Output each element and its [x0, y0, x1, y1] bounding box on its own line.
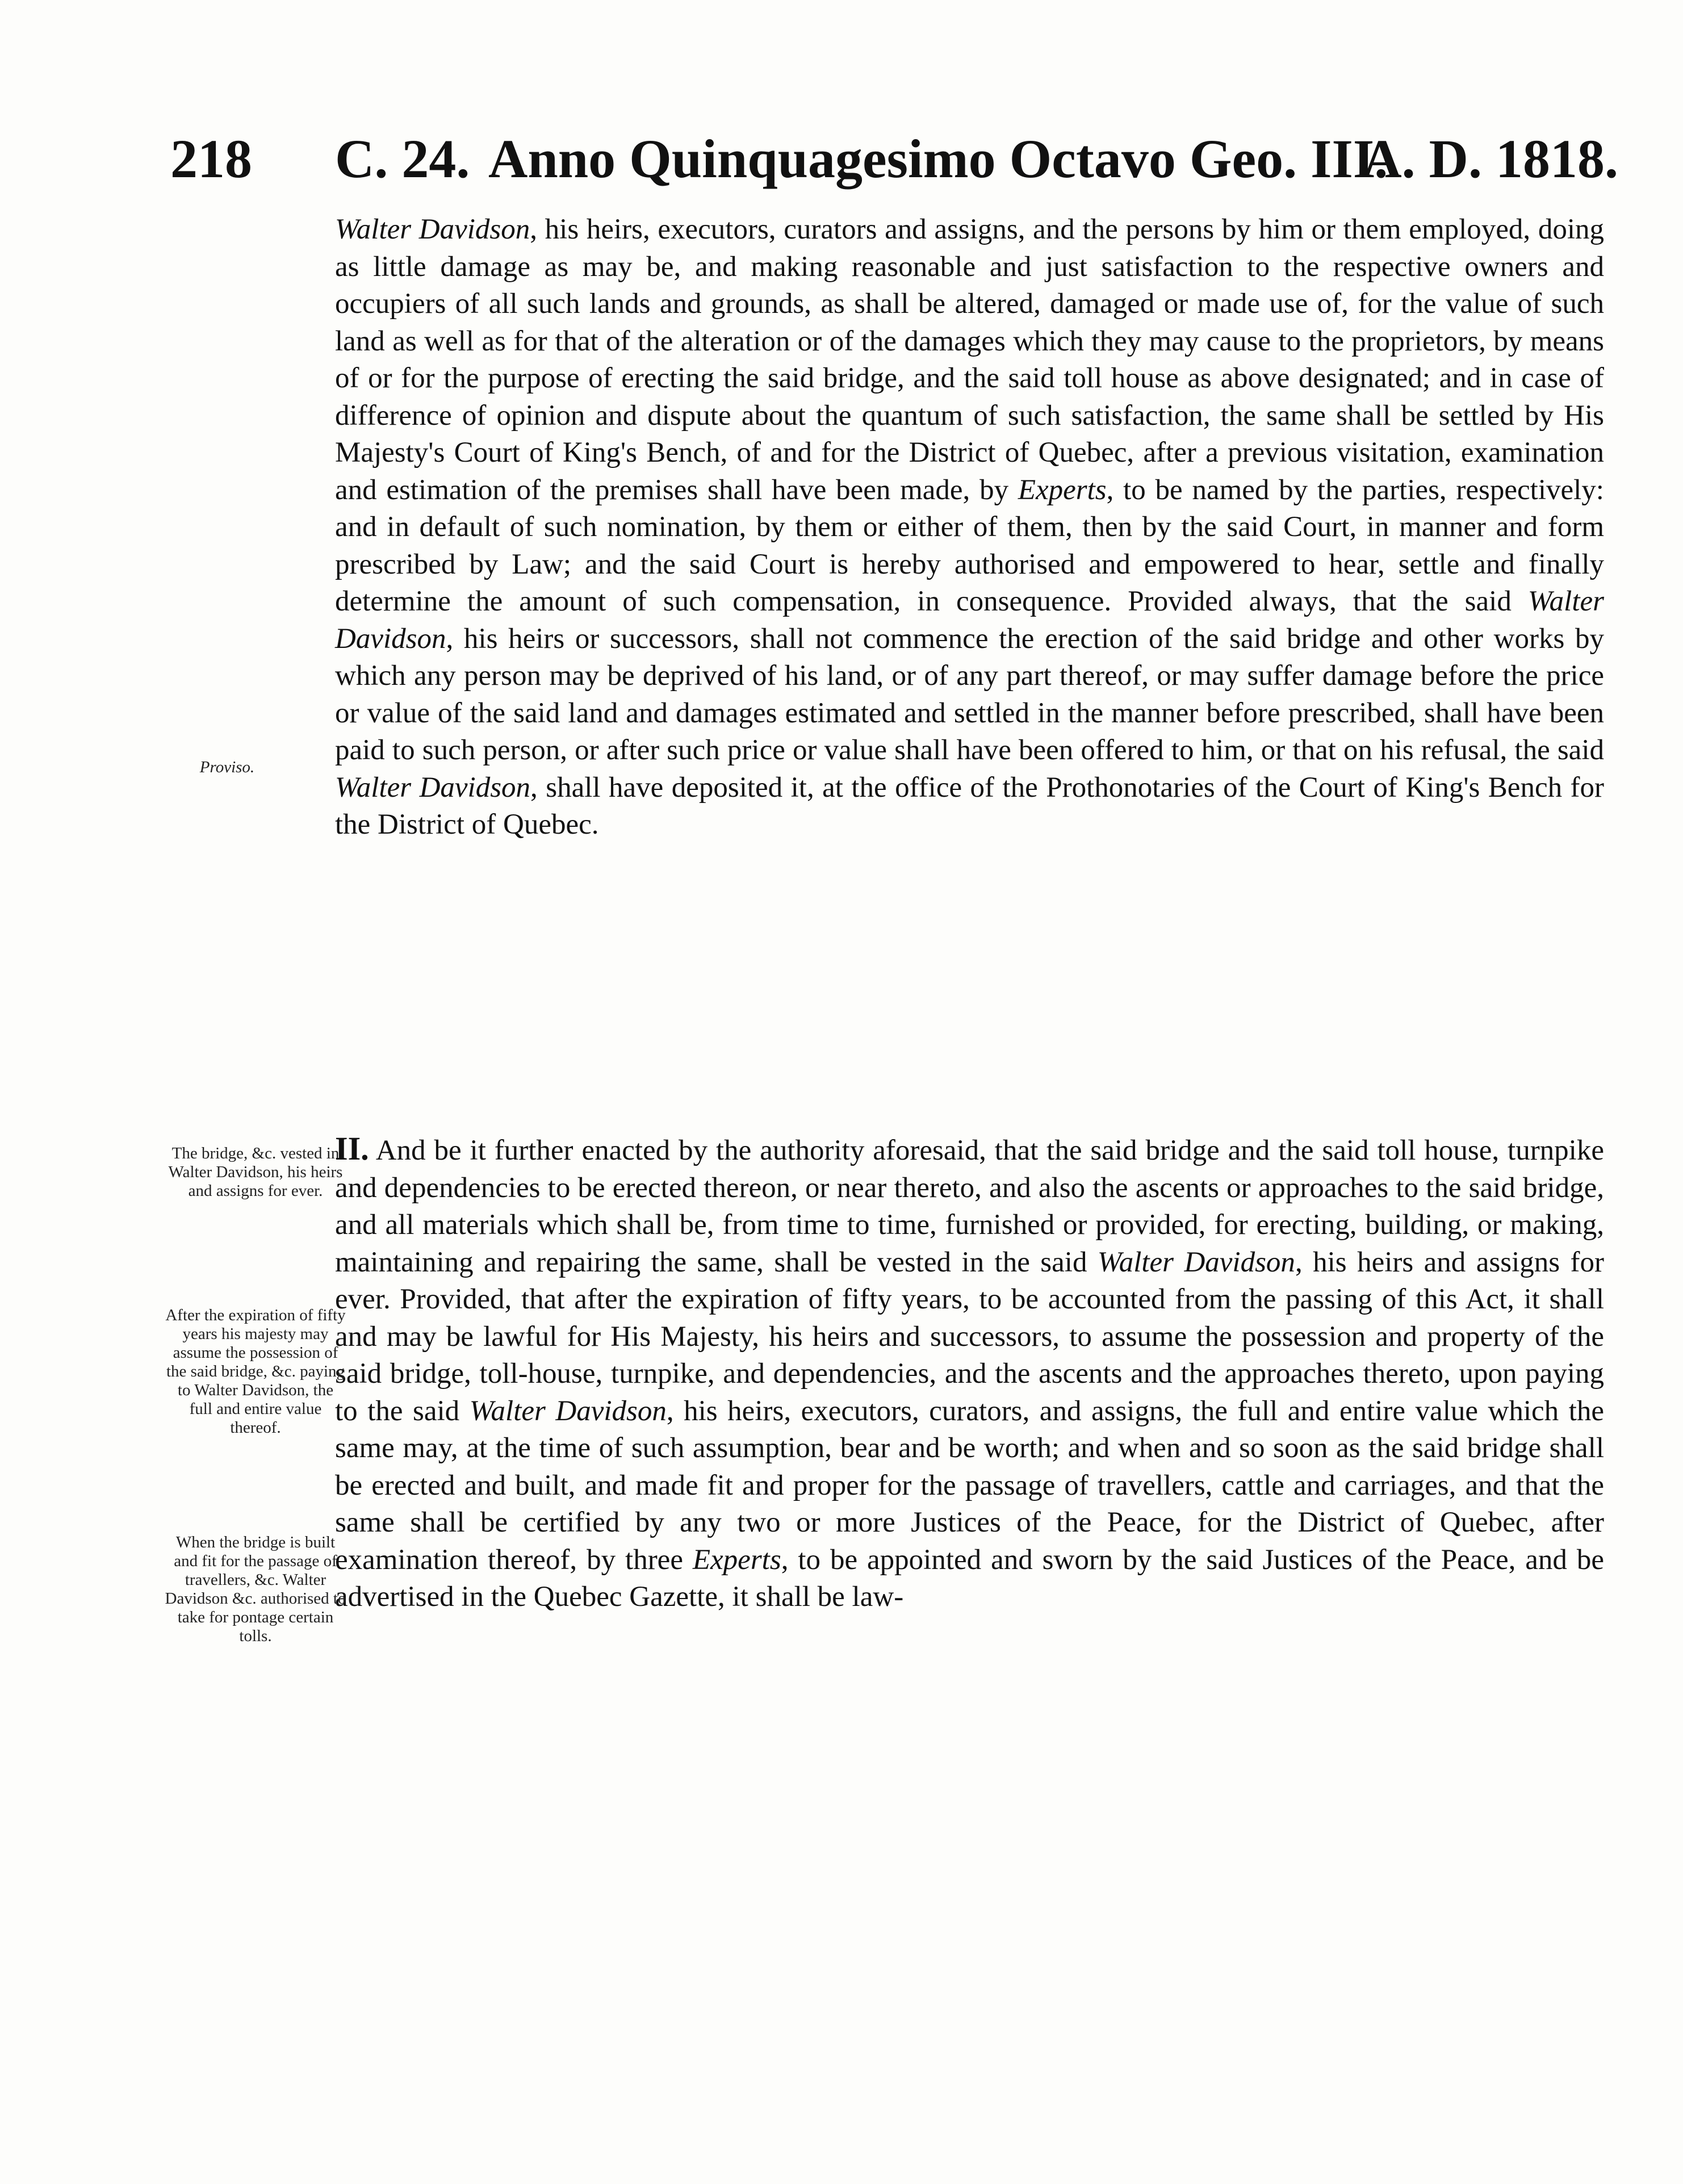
name-walter-davidson: Walter Davidson — [469, 1395, 667, 1427]
text-run: , to be named by the parties, respectively: and in default of such nomination, by them or either of them, then by the said Court, in manner and form prescribed by Law; and the said Court is hereby authorised and empowered to hear, settle and finally determine the amount of such compensation, in consequence. Provided always, that the said — [335, 474, 1604, 617]
term-experts: Experts — [692, 1543, 781, 1576]
name-walter-davidson: Walter Davidson — [1097, 1246, 1295, 1278]
text-run: , to be appointed and sworn by the said Justices of the Peace, and be advertised in the Quebec Gazette, it shall be law- — [335, 1543, 1604, 1613]
text-run: , his heirs, executors, curators and assigns, and the persons by him or them employed, doing as little damage as may be, and making reasonable and just satisfaction to the respective owners and occupiers of all such lands and grounds, as shall be altered, damaged or made use of, for the value of such land as well as for that of the alteration or of the damages which they may cause to the proprietors, by means of or for the purpose of erecting the said bridge, and the said toll house as above designated; and in case of difference of opinion and dispute about the quantum of such satisfaction, the same shall be settled by His Majesty's Court of King's Bench, of and for the District of Quebec, after a previous visitation, examination and estimation of the premises shall have been made, by — [335, 214, 1604, 506]
text-run: , his heirs, executors, curators, and assigns, the full and entire value which the same may, at the time of such assumption, bear and be worth; and when and so soon as the said bridge shall be erected and built, and made fit and proper for the passage of travellers, cattle and carriages, and that the same shall be certified by any two or more Justices of the Peace, for the District of Quebec, after examination thereof, by three — [335, 1395, 1604, 1576]
chapter-number: C. 24. — [335, 128, 470, 189]
text-run: , his heirs or successors, shall not commence the erection of the said bridge and other works by which any person may be deprived of his land, or of any part thereof, or may suffer damage before the price or value of the said land and damages estimated and settled in the manner before prescribed, shall have been paid to such person, or after such price or value shall have been offered to him, or that on his refusal, the said — [335, 622, 1604, 766]
section-number: II. — [335, 1130, 369, 1167]
running-header — [170, 114, 1624, 204]
margin-note-after-expiration: After the expiration of fifty years his majesty may assume the possession of the said bridge, &c. paying to Walter Davidson, the full and entire value thereof. — [165, 1306, 346, 1437]
header-year: A. D. 1818. — [1362, 128, 1618, 189]
name-walter-davidson: Walter Davidson — [335, 214, 530, 245]
term-experts: Experts — [1018, 474, 1107, 506]
margin-note-when-built: When the bridge is built and fit for the passage of travellers, &c. Walter Davidson &c. authorised to take for pontage certain tolls. — [165, 1533, 346, 1645]
paragraph-section-2 — [335, 1130, 1604, 1616]
show-through-text — [170, 1011, 1647, 1119]
name-walter-davidson: Walter Davidson — [335, 585, 1604, 655]
margin-note-vested: The bridge, &c. vested in Walter Davidson, his heirs and assigns for ever. — [168, 1144, 343, 1200]
text-run: And be it further enacted by the authority aforesaid, that the said bridge and the said toll house, turnpike and dependencies to be erected thereon, or near thereto, and also the ascents or approaches to the said bridge, and all materials which shall be, from time to time, furnished or provided, for erecting, building, or making, maintaining and repairing the same, shall be vested in the said — [335, 1135, 1604, 1278]
show-through-text — [170, 1715, 1647, 1766]
name-walter-davidson: Walter Davidson — [335, 771, 531, 804]
header-title: Anno Quinquagesimo Octavo Geo. III. — [488, 128, 1388, 189]
page-number: 218 — [170, 128, 252, 189]
text-run: , shall have deposited it, at the office of the Prothonotaries of the Court of King's Bench for the District of Quebec. — [335, 771, 1604, 840]
margin-note-proviso: Proviso. — [199, 758, 255, 776]
paragraph-continuation — [335, 211, 1604, 844]
text-run: , his heirs and assigns for ever. Provided, that after the expiration of fifty years, to be accounted from the passing of this Act, it shall and may be lawful for His Majesty, his heirs and successors, to assume the possession and property of the said bridge, toll-house, turnpike, and dependencies, and the ascents and the approaches thereto, upon paying to the said — [335, 1246, 1604, 1427]
